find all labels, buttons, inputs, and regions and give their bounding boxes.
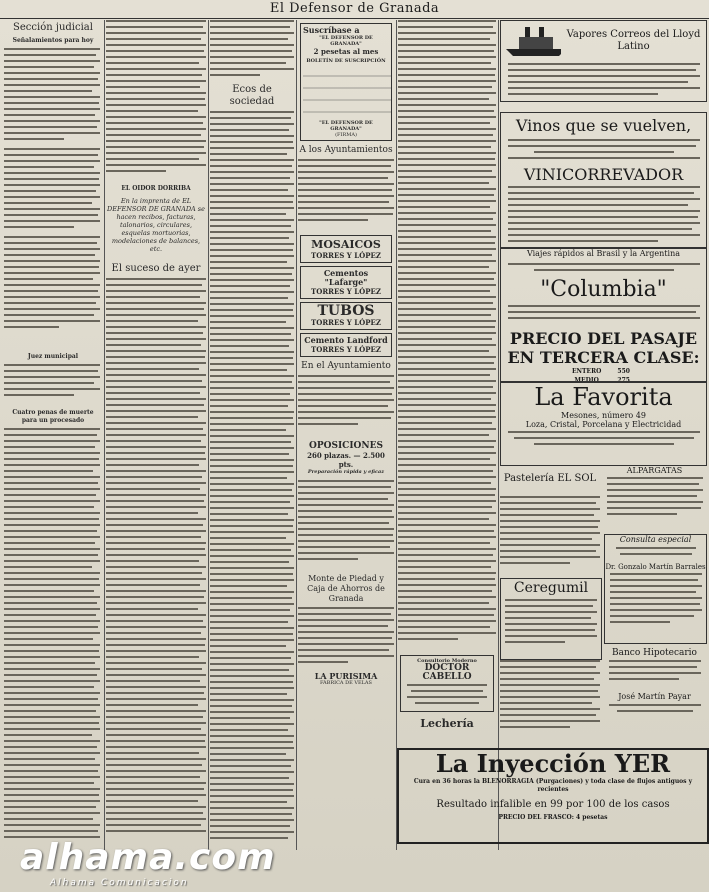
form-lines — [303, 66, 391, 118]
ad-oposiciones — [300, 440, 392, 477]
subheading: Juez municipal — [27, 353, 79, 360]
ad-text-lines — [607, 702, 703, 716]
ad-title: Cemento Landford — [304, 334, 388, 345]
ad-text-block — [500, 660, 600, 744]
ad-cementos — [300, 266, 392, 299]
price-row-label: MEDIO — [574, 377, 599, 382]
body-text — [4, 48, 102, 350]
ad-inyeccion-yer — [397, 748, 709, 844]
table-row — [571, 367, 636, 376]
body-text-lines — [298, 607, 394, 671]
ad-alpargatas — [604, 466, 705, 530]
body-text-lines — [210, 111, 294, 848]
ad-title: La Inyección YER — [435, 749, 671, 778]
ad-text-lines — [504, 303, 704, 325]
column-2 — [106, 20, 206, 848]
ad-brand: TORRES Y LÓPEZ — [311, 344, 381, 354]
body-text-lines — [106, 278, 206, 838]
ad-title: ALPARGATAS — [626, 466, 683, 475]
ad-price: PRECIO DEL FRASCO: 4 pesetas — [498, 814, 608, 821]
ad-brand: TORRES Y LÓPEZ — [311, 250, 381, 260]
column-rule — [498, 20, 499, 850]
ad-pasteleria — [500, 468, 600, 494]
body-text-lines — [106, 20, 206, 180]
ad-claim: Resultado infalible en 99 por 100 de los casos — [436, 799, 670, 810]
ad-title: "Columbia" — [540, 277, 667, 302]
ad-banco — [604, 648, 705, 738]
ad-lloyd — [500, 20, 707, 102]
body-text-lines — [4, 364, 100, 404]
ad-lecheria — [400, 715, 494, 732]
watermark-sub: Alhama Comunicacion — [50, 878, 189, 888]
price-label: PRECIO DEL PASAJE EN TERCERA CLASE: — [507, 329, 700, 367]
column-3 — [210, 20, 294, 848]
ad-kicker: Consultorio Moderno — [417, 658, 477, 665]
ad-title: OPOSICIONES — [309, 440, 383, 451]
ad-text-block — [500, 496, 600, 576]
ad-title: MOSAICOS — [311, 237, 381, 251]
subscribe-price: 2 pesetas al mes — [313, 47, 379, 56]
signature: EL OIDOR DORRIBA — [121, 185, 191, 193]
ad-header — [501, 21, 706, 61]
ad-cemento-landford — [300, 333, 392, 357]
ad-text-lines — [608, 571, 704, 631]
subscribe-name: "EL DEFENSOR DE GRANADA" — [319, 35, 373, 47]
ad-doctor-cabello — [400, 655, 494, 711]
ad-tubos — [300, 302, 392, 330]
ad-brand: TORRES Y LÓPEZ — [311, 286, 381, 296]
subheading: Cuatro penas de muerte para un procesado — [12, 409, 94, 425]
ad-title: Dr. Gonzalo Martín Barrales — [605, 563, 706, 571]
body-text-lines — [298, 159, 394, 229]
masthead: El Defensor de Granada — [0, 0, 709, 19]
column-rule — [104, 20, 105, 850]
ad-columbia — [500, 248, 707, 382]
ad-text-lines — [503, 597, 599, 653]
section-heading: A los Ayuntamientos — [299, 145, 393, 156]
section-heading: Monte de Piedad y Caja de Ahorros de Granada — [307, 574, 385, 604]
body-text-lines — [298, 480, 394, 570]
ad-tagline: Preparación rápida y eficaz — [307, 468, 385, 475]
subscribe-title: Suscríbase a — [303, 25, 360, 35]
ad-consulta — [604, 534, 707, 644]
price-table — [571, 367, 636, 382]
ad-text-lines — [608, 545, 704, 559]
firma-label: (FIRMA) — [335, 132, 357, 139]
ad-subtitle: 260 plazas. — 2.500 pts. — [307, 450, 385, 469]
ad-la-favorita — [500, 382, 707, 466]
ad-text-lines — [403, 682, 491, 706]
ad-title: DOCTOR CABELLO — [422, 663, 472, 683]
ad-text-lines — [607, 658, 703, 688]
ad-brand: TORRES Y LÓPEZ — [311, 317, 381, 327]
column-rule — [208, 20, 209, 850]
ad-product: VINICORREVADOR — [523, 165, 684, 184]
ad-title: TUBOS — [317, 302, 375, 319]
subheading: Señalamientos para hoy — [12, 37, 94, 44]
watermark-logo — [20, 838, 280, 888]
ad-kicker: Consulta especial — [619, 535, 692, 544]
price-value: 550 — [617, 368, 630, 375]
watermark-main: alhama.com — [20, 837, 276, 878]
ad-purisima: LA PURISIMA — [314, 671, 378, 682]
subscription-box — [300, 23, 392, 141]
ad-title: Vinos que se vuelven, — [515, 116, 692, 135]
ad-title: Banco Hipotecario — [612, 648, 697, 658]
ad-title: Pastelería EL SOL — [503, 473, 597, 484]
column-rule — [296, 20, 297, 850]
column-4 — [298, 20, 394, 848]
body-text-lines — [4, 48, 100, 348]
ad-ceregumil — [500, 578, 602, 660]
body-text-lines — [500, 496, 600, 572]
ad-kicker: Viajes rápidos al Brasil y la Argentina — [526, 249, 681, 258]
ad-title: Vapores Correos del Lloyd Latino — [566, 29, 701, 52]
ad-title: La Favorita — [534, 383, 673, 411]
ad-text-lines — [504, 184, 704, 248]
body-text-lines — [298, 375, 394, 435]
section-heading: Sección judicial — [13, 22, 93, 33]
ad-products: Loza, Cristal, Porcelana y Electricidad — [525, 420, 682, 429]
ad-text-lines — [605, 475, 705, 523]
ad-title: Lechería — [420, 716, 474, 730]
column-rule — [396, 20, 397, 850]
body-text-lines — [4, 428, 100, 848]
price-row-label: ENTERO — [571, 368, 602, 375]
ad-text-lines — [504, 429, 704, 449]
firm-label: "EL DEFENSOR DE GRANADA" — [319, 120, 373, 133]
ad-text-lines — [504, 137, 704, 161]
notice-text: En la imprenta de EL DEFENSOR DE GRANADA se hacen recibos, facturas, talonarios, circulares, esquelas mortuorias, modelaciones de balances, etc. — [107, 197, 205, 254]
ad-description: Cura en 36 horas la BLENORRAGIA (Purgaciones) y toda clase de flujos antiguos y recientes — [413, 778, 693, 793]
price-value: 275 — [617, 377, 630, 382]
ship-icon — [501, 23, 561, 59]
section-heading: Ecos de sociedad — [229, 84, 275, 108]
section-heading: En el Ayuntamiento — [301, 360, 391, 371]
ad-text-lines — [504, 61, 704, 97]
ad-title: Cementos "Lafarge" — [323, 267, 369, 287]
body-text-lines — [500, 660, 600, 740]
body-text-lines — [398, 20, 496, 650]
ad-fabrica: FÁBRICA DE VELAS — [320, 679, 372, 686]
ad-text-lines — [504, 261, 704, 273]
column-5 — [398, 20, 496, 848]
ad-mosaicos — [300, 235, 392, 263]
ad-name: José Martín Payar — [618, 692, 691, 701]
body-text-lines — [210, 20, 294, 80]
column-1 — [4, 20, 102, 848]
ad-title: Ceregumil — [513, 580, 589, 596]
section-heading: El suceso de ayer — [111, 263, 201, 275]
ad-address: Mesones, número 49 — [561, 411, 646, 420]
ad-vinos — [500, 112, 707, 248]
boletin-label: BOLETÍN DE SUSCRIPCIÓN — [306, 58, 386, 64]
